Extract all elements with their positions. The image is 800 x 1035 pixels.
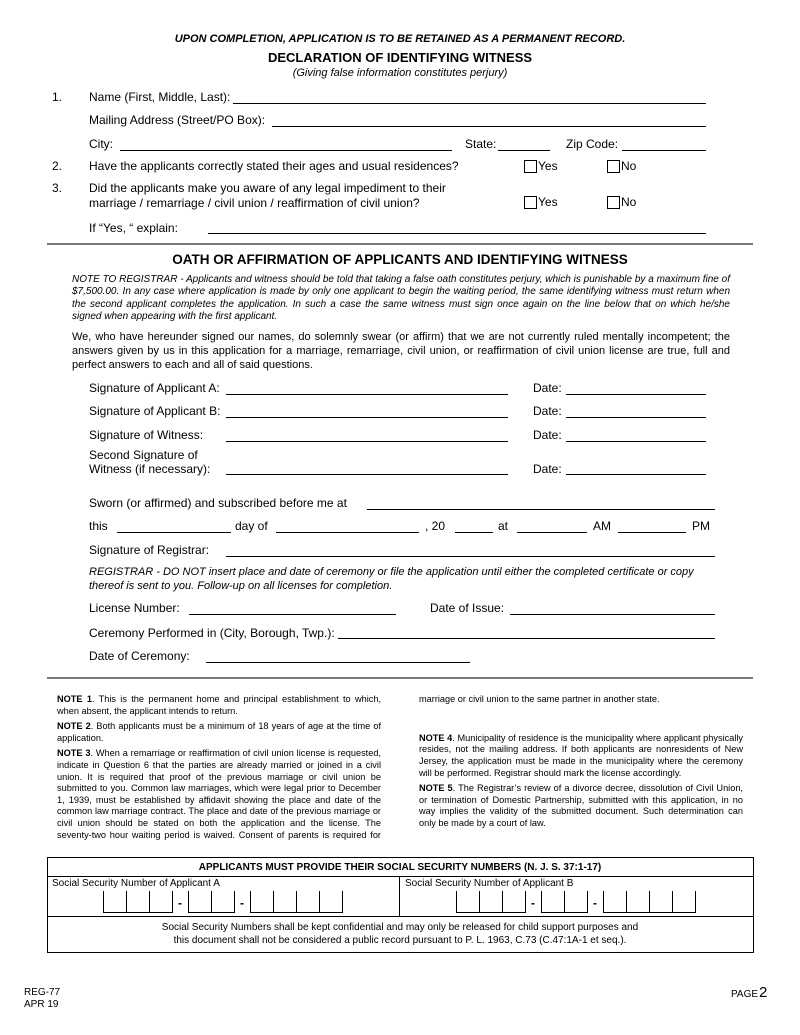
day-of-label: day of	[235, 519, 268, 533]
ssn-a-digit-2[interactable]	[126, 891, 149, 913]
state-label: State:	[465, 137, 497, 151]
signature-registrar-field[interactable]	[226, 556, 715, 557]
date-second-witness-field[interactable]	[566, 474, 706, 475]
ssn-b-group-end-2	[587, 891, 588, 913]
q2-no-checkbox[interactable]	[607, 160, 620, 173]
page-title: DECLARATION OF IDENTIFYING WITNESS	[267, 50, 533, 65]
form-id: REG-77	[24, 987, 61, 998]
ssn-a-digit-8[interactable]	[296, 891, 319, 913]
question-3-line-2: marriage / remarriage / civil union / reaffirmation of civil union?	[89, 196, 420, 210]
ssn-b-dash-2: -	[593, 896, 597, 910]
day-field[interactable]	[117, 532, 231, 533]
form-date: APR 19	[24, 999, 59, 1010]
date-a-field[interactable]	[566, 394, 706, 395]
q2-yes-label: Yes	[538, 159, 558, 173]
note-3-heading: NOTE 3	[57, 748, 91, 759]
note-2-heading: NOTE 2	[57, 721, 91, 732]
zip-code-label: Zip Code:	[566, 137, 619, 151]
ssn-b-digit-5[interactable]	[564, 891, 587, 913]
ssn-b-digit-8[interactable]	[649, 891, 672, 913]
ssn-a-digit-4[interactable]	[188, 891, 211, 913]
zip-code-field[interactable]	[622, 150, 706, 151]
signature-registrar-label: Signature of Registrar:	[89, 543, 210, 557]
date-b-label: Date:	[533, 404, 562, 418]
explain-label: If “Yes, “ explain:	[89, 221, 178, 235]
ssn-a-digit-6[interactable]	[250, 891, 273, 913]
ssn-b-group-end-3	[695, 891, 696, 913]
note-2-text: . Both applicants must be a minimum of 18 years of age at the time of application.	[57, 721, 382, 743]
mailing-address-label: Mailing Address (Street/PO Box):	[89, 113, 266, 127]
second-signature-witness-field[interactable]	[226, 474, 508, 475]
ssn-column-divider	[399, 876, 400, 916]
signature-witness-label: Signature of Witness:	[89, 428, 204, 442]
second-signature-label-2: Witness (if necessary):	[89, 462, 211, 476]
ssn-a-digit-9[interactable]	[319, 891, 342, 913]
ssn-b-digit-9[interactable]	[672, 891, 695, 913]
license-number-field[interactable]	[189, 614, 396, 615]
ceremony-place-label: Ceremony Performed in (City, Borough, Twp.):	[89, 626, 335, 640]
registrar-warning-note: REGISTRAR - DO NOT insert place and date of ceremony or file the application until either the completed certificate or copy thereof is sent to you. Follow-up on all licenses for completion.	[89, 566, 694, 592]
state-field[interactable]	[498, 150, 550, 151]
ssn-a-digit-3[interactable]	[149, 891, 172, 913]
ssn-a-group-end-2	[234, 891, 235, 913]
ssn-a-group-end-3	[342, 891, 343, 913]
page-subtitle: (Giving false information constitutes perjury)	[292, 67, 508, 79]
ssn-b-digit-3[interactable]	[502, 891, 525, 913]
this-label: this	[89, 519, 108, 533]
ssn-label-b: Social Security Number of Applicant B	[405, 878, 574, 889]
ssn-b-group-end-1	[525, 891, 526, 913]
q3-no-checkbox[interactable]	[607, 196, 620, 209]
sworn-place-field[interactable]	[367, 509, 715, 510]
question-2-text: Have the applicants correctly stated their ages and usual residences?	[89, 159, 459, 173]
ssn-b-digit-6[interactable]	[603, 891, 626, 913]
time-pm-field[interactable]	[618, 532, 686, 533]
ceremony-date-field[interactable]	[206, 662, 470, 663]
time-am-field[interactable]	[517, 532, 587, 533]
q2-no-label: No	[621, 159, 637, 173]
section-divider-2	[47, 677, 753, 679]
top-notice: UPON COMPLETION, APPLICATION IS TO BE RETAINED AS A PERMANENT RECORD.	[174, 33, 626, 45]
notes-column-left	[57, 694, 381, 845]
notes-column-right	[419, 694, 743, 834]
pm-label: PM	[692, 519, 710, 533]
ssn-confidential-line-1: Social Security Numbers shall be kept confidential and may only be released for child support purposes and	[161, 922, 639, 933]
explain-field[interactable]	[208, 233, 706, 234]
note-1-heading: NOTE 1	[57, 694, 92, 704]
q3-yes-checkbox[interactable]	[524, 196, 537, 209]
note-5-heading: NOTE 5	[419, 783, 453, 794]
question-number-2: 2.	[52, 159, 63, 173]
city-label: City:	[89, 137, 113, 151]
sworn-label: Sworn (or affirmed) and subscribed before me at	[89, 496, 347, 510]
ssn-b-dash-1: -	[531, 896, 535, 910]
question-number-3: 3.	[52, 181, 63, 195]
q3-no-label: No	[621, 195, 637, 209]
ssn-a-digit-7[interactable]	[273, 891, 296, 913]
second-signature-label-1: Second Signature of	[89, 448, 198, 462]
ssn-b-digit-2[interactable]	[479, 891, 502, 913]
date-of-issue-label: Date of Issue:	[430, 601, 505, 615]
note-3-text: . When a remarriage or reaffirmation of civil union license is requested, indicate in Question 6 that the parties are already married or joined in a civil union. It is required that proof of the previous marriage or civil union be submitted to you. Common law marriages, which were legal prior to December 1, 1939, must be established by affidavit showing the place and date of the common law marriage contract. The place and date of the previous marriage or civil union should be stated on both the application and the license. The seventy-two hour waiting period is waived. Consent of parents is required for	[57, 748, 381, 840]
ceremony-place-field[interactable]	[338, 638, 715, 639]
ssn-label-a: Social Security Number of Applicant A	[52, 878, 220, 889]
note-3-text-continued: marriage or civil union to the same partner in another state.	[419, 694, 660, 704]
signature-applicant-a-field[interactable]	[226, 394, 508, 395]
note-1-text: . This is the permanent home and principal establishment to which, when absent, the applicant intends to return.	[57, 694, 382, 716]
q2-yes-checkbox[interactable]	[524, 160, 537, 173]
city-field[interactable]	[120, 150, 452, 151]
signature-applicant-b-field[interactable]	[226, 417, 508, 418]
date-witness-label: Date:	[533, 428, 562, 442]
date-of-issue-field[interactable]	[510, 614, 715, 615]
signature-applicant-b-label: Signature of Applicant B:	[89, 404, 221, 418]
date-witness-field[interactable]	[566, 441, 706, 442]
oath-title: OATH OR AFFIRMATION OF APPLICANTS AND IDENTIFYING WITNESS	[172, 252, 628, 267]
note-4-text: . Municipality of residence is the municipality where applicant physically resides, not the mailing address. If both applicants are nonresidents of New Jersey, the application must be made in the municipality where the ceremony will be performed. Registrar should mark the license accordingly.	[419, 732, 743, 778]
q3-yes-label: Yes	[538, 195, 558, 209]
ceremony-date-label: Date of Ceremony:	[89, 649, 190, 663]
page-number: 2	[759, 984, 768, 1001]
year-prefix-label: , 20	[425, 519, 446, 533]
at-label: at	[498, 519, 509, 533]
date-b-field[interactable]	[566, 417, 706, 418]
registrar-oath-note: NOTE TO REGISTRAR - Applicants and witness should be told that taking a false oath constitutes perjury, which is punishable by a maximum fine of $7,500.00. In any case where application is made by only one applicant to begin the waiting period, the same identifying witness must return when the second applicant completes the application. In such a case the same witness must sign once again on the line below that on which he/she signed when appearing with the first applicant.	[72, 274, 730, 322]
ssn-a-dash-1: -	[178, 896, 182, 910]
date-a-label: Date:	[533, 381, 562, 395]
ssn-b-digit-1[interactable]	[456, 891, 479, 913]
am-label: AM	[593, 519, 611, 533]
ssn-header: APPLICANTS MUST PROVIDE THEIR SOCIAL SECURITY NUMBERS (N. J. S. 37:1-17)	[198, 862, 602, 873]
section-divider-1	[47, 243, 753, 245]
ssn-confidential-line-2: this document shall not be considered a public record pursuant to P. L. 1963, C.73 (C.47:1A-1 et seq.).	[173, 935, 627, 946]
ssn-a-dash-2: -	[240, 896, 244, 910]
name-label: Name (First, Middle, Last):	[89, 90, 231, 104]
mailing-address-field[interactable]	[272, 126, 706, 127]
name-field[interactable]	[233, 103, 706, 104]
question-3-line-1: Did the applicants make you aware of any legal impediment to their	[89, 181, 446, 195]
ssn-header-divider	[47, 876, 753, 877]
question-number-1: 1.	[52, 90, 63, 104]
ssn-b-digit-7[interactable]	[626, 891, 649, 913]
ssn-a-digit-5[interactable]	[211, 891, 234, 913]
year-field[interactable]	[455, 532, 493, 533]
ssn-a-digit-1[interactable]	[103, 891, 126, 913]
signature-witness-field[interactable]	[226, 441, 508, 442]
note-5-text: . The Registrar’s review of a divorce decree, dissolution of Civil Union, or termination of Domestic Partnership, submitted with this application, in no way implies the validity of the submitted document. Such determination can only be made by a court of law.	[419, 783, 743, 828]
ssn-b-digit-4[interactable]	[541, 891, 564, 913]
month-field[interactable]	[276, 532, 419, 533]
date-second-witness-label: Date:	[533, 462, 562, 476]
license-number-label: License Number:	[89, 601, 180, 615]
ssn-footer-divider	[47, 916, 753, 917]
note-4-heading: NOTE 4	[419, 732, 453, 743]
signature-applicant-a-label: Signature of Applicant A:	[89, 381, 220, 395]
oath-declaration: We, who have hereunder signed our names, do solemnly swear (or affirm) that we are not currently ruled mentally incompetent; the answers given by us in this application for a marriage, remarriage, civil union, or reaffirmation of civil union license are true, full and perfect answers to each and all of said questions.	[72, 331, 730, 371]
ssn-a-group-end-1	[172, 891, 173, 913]
page-label: PAGE	[731, 989, 759, 1000]
